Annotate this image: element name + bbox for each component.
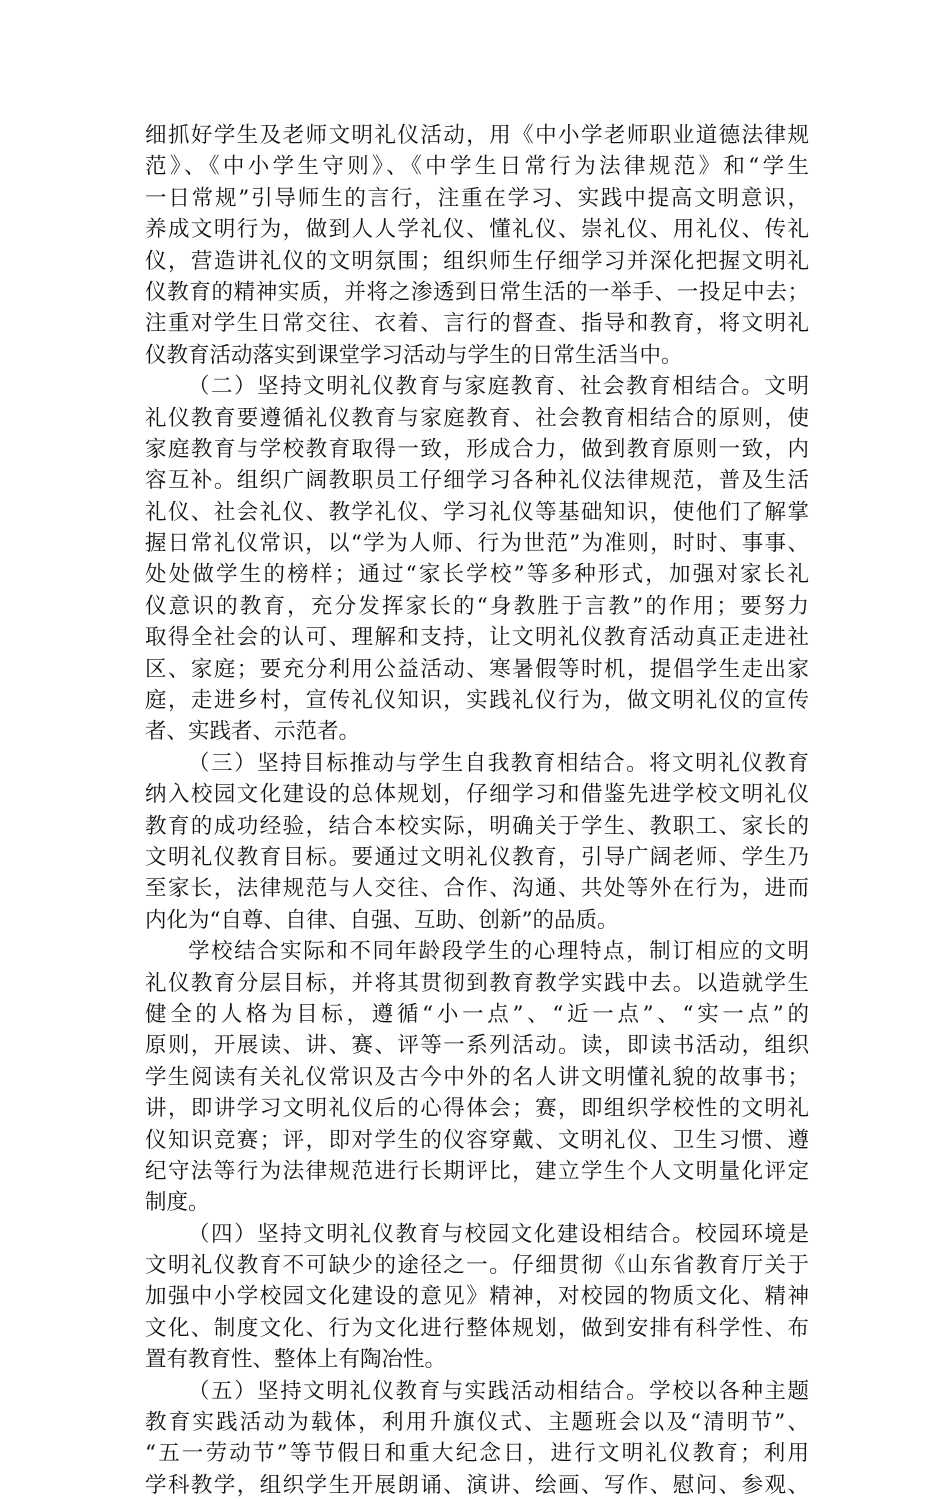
text-line: 置有教育性、整体上有陶冶性。 (145, 1347, 447, 1373)
text-line: 纳入校园文化建设的总体规划，仔细学习和借鉴先进学校文明礼仪 (145, 782, 809, 808)
text-line: 加强中小学校园文化建设的意见》精神，对校园的物质文化、精神 (145, 1284, 809, 1310)
text-line: 仪教育活动落实到课堂学习活动与学生的日常生活当中。 (145, 342, 683, 368)
text-line: 者、实践者、示范者。 (145, 719, 361, 745)
text-line: 文明礼仪教育不可缺少的途径之一。仔细贯彻《山东省教育厅关于 (145, 1253, 809, 1279)
text-line: 养成文明行为，做到人人学礼仪、懂礼仪、崇礼仪、用礼仪、传礼 (145, 217, 809, 243)
text-line: 取得全社会的认可、理解和支持，让文明礼仪教育活动真正走进社 (145, 625, 809, 651)
text-line: 至家长，法律规范与人交往、合作、沟通、共处等外在行为，进而 (145, 876, 809, 902)
text-line: 礼仪、社会礼仪、教学礼仪、学习礼仪等基础知识，使他们了解掌 (145, 499, 809, 525)
text-line: 仪意识的教育，充分发挥家长的“身教胜于言教”的作用；要努力 (145, 593, 809, 619)
paragraph-first-line: （四）坚持文明礼仪教育与校园文化建设相结合。校园环境是 (188, 1221, 809, 1247)
paragraph-first-line: 学校结合实际和不同年龄段学生的心理特点，制订相应的文明 (188, 939, 809, 965)
text-line: 仪教育的精神实质，并将之渗透到日常生活的一举手、一投足中去； (145, 279, 809, 305)
text-line: 原则，开展读、讲、赛、评等一系列活动。读，即读书活动，组织 (145, 1033, 809, 1059)
text-line: 教育实践活动为载体，利用升旗仪式、主题班会以及“清明节”、 (145, 1410, 809, 1436)
text-line: 细抓好学生及老师文明礼仪活动，用《中小学老师职业道德法律规 (145, 123, 809, 148)
text-line: 内化为“自尊、自律、自强、互助、创新”的品质。 (145, 907, 619, 933)
paragraph-first-line: （三）坚持目标推动与学生自我教育相结合。将文明礼仪教育 (188, 750, 809, 776)
text-line: 区、家庭；要充分利用公益活动、寒暑假等时机，提倡学生走出家 (145, 656, 809, 682)
text-line: 文明礼仪教育目标。要通过文明礼仪教育，引导广阔老师、学生乃 (145, 844, 809, 870)
text-line: 纪守法等行为法律规范进行长期评比，建立学生个人文明量化评定 (145, 1158, 809, 1184)
text-line: “五一劳动节”等节假日和重大纪念日，进行文明礼仪教育；利用 (145, 1441, 809, 1467)
text-line: 注重对学生日常交往、衣着、言行的督查、指导和教育，将文明礼 (145, 311, 809, 337)
text-line: 健全的人格为目标，遵循“小一点”、“近一点”、“实一点”的 (145, 1001, 809, 1027)
document-body-text (145, 120, 809, 1501)
text-line: 庭，走进乡村，宣传礼仪知识，实践礼仪行为，做文明礼仪的宣传 (145, 688, 809, 714)
paragraph-first-line: （五）坚持文明礼仪教育与实践活动相结合。学校以各种主题 (188, 1378, 809, 1404)
text-line: 范》、《中小学生守则》、《中学生日常行为法律规范》和“学生 (145, 154, 809, 180)
text-line: 容互补。组织广阔教职员工仔细学习各种礼仪法律规范，普及生活 (145, 468, 809, 494)
text-line: 学生阅读有关礼仪常识及古今中外的名人讲文明懂礼貌的故事书； (145, 1064, 809, 1090)
text-line: 处处做学生的榜样；通过“家长学校”等多种形式，加强对家长礼 (145, 562, 809, 588)
text-line: 学科教学，组织学生开展朗诵、演讲、绘画、写作、慰问、参观、 (145, 1472, 809, 1498)
text-line: 仪，营造讲礼仪的文明氛围；组织师生仔细学习并深化把握文明礼 (145, 248, 809, 274)
text-line: 讲，即讲学习文明礼仪后的心得体会；赛，即组织学校性的文明礼 (145, 1096, 809, 1122)
text-line: 家庭教育与学校教育取得一致，形成合力，做到教育原则一致，内 (145, 436, 809, 462)
paragraph-first-line: （二）坚持文明礼仪教育与家庭教育、社会教育相结合。文明 (188, 374, 809, 400)
text-line: 仪知识竞赛；评，即对学生的仪容穿戴、文明礼仪、卫生习惯、遵 (145, 1127, 809, 1153)
text-line: 握日常礼仪常识，以“学为人师、行为世范”为准则，时时、事事、 (145, 531, 809, 557)
text-line: 文化、制度文化、行为文化进行整体规划，做到安排有科学性、布 (145, 1315, 809, 1341)
text-line: 制度。 (145, 1190, 210, 1216)
text-line: 一日常规”引导师生的言行，注重在学习、实践中提高文明意识， (145, 185, 809, 211)
text-line: 教育的成功经验，结合本校实际，明确关于学生、教职工、家长的 (145, 813, 809, 839)
text-line: 礼仪教育要遵循礼仪教育与家庭教育、社会教育相结合的原则，使 (145, 405, 809, 431)
text-line: 礼仪教育分层目标，并将其贯彻到教育教学实践中去。以造就学生 (145, 970, 809, 996)
